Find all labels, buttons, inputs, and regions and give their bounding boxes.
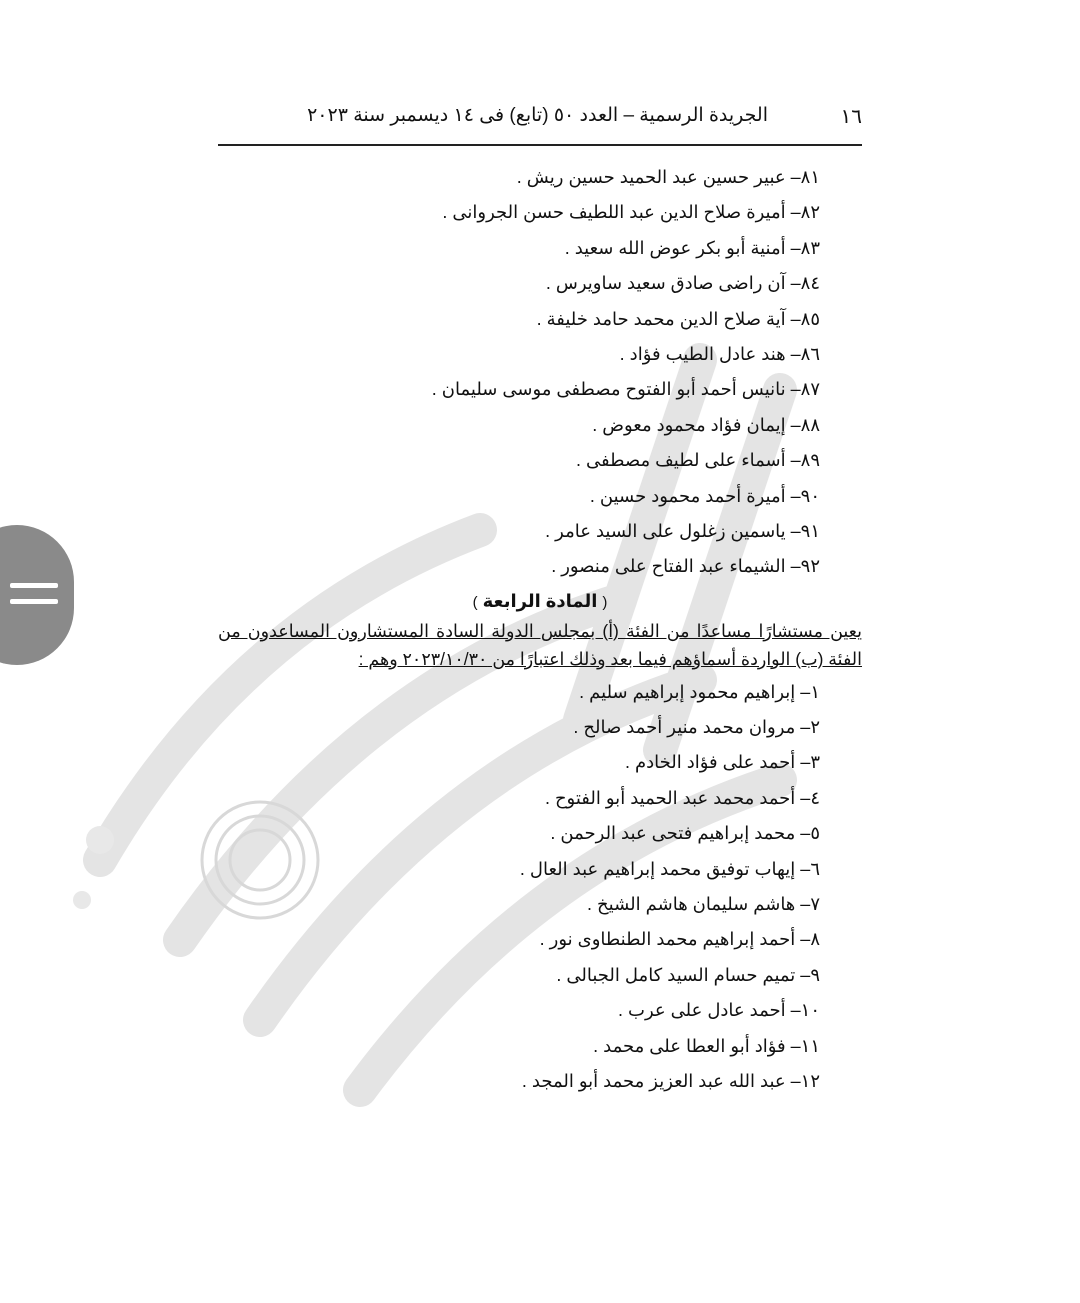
list-item: ٨٤– آن راضى صادق سعيد ساويرس . (545, 273, 820, 294)
list-item: ٣– أحمد على فؤاد الخادم . (624, 752, 820, 773)
list-item: ٨١– عبير حسين عبد الحميد حسين ريش . (516, 167, 820, 187)
paragraph-text: يعين مستشارًا مساعدًا من الفئة (أ) بمجلس الدولة السادة المستشارون المساعدون من الفئة (ب) الواردة أسماؤهم فيما بعد وذلك اعتبارًا من ٢٠٢٣/١٠/٣٠ (218, 620, 862, 669)
heading-paren-open: ( (602, 593, 608, 611)
article-paragraph (218, 617, 862, 673)
names-list-continued (218, 160, 862, 585)
side-menu-tab[interactable] (0, 525, 74, 665)
list-item: ٨٢– أميرة صلاح الدين عبد اللطيف حسن الجروانى . (442, 202, 820, 223)
menu-icon-line (10, 583, 58, 588)
page-header (218, 98, 862, 134)
list-item: ٨٩– أسماء على لطيف مصطفى . (576, 450, 820, 471)
list-item: ٨٨– إيمان فؤاد محمود معوض . (592, 414, 820, 435)
list-item: ٩– تميم حسام السيد كامل الجبالى . (556, 964, 820, 985)
list-item: ٦– إيهاب توفيق محمد إبراهيم عبد العال . (519, 858, 820, 879)
header-title: الجريدة الرسمية – العدد ٥٠ (تابع) فى ١٤ ديسمبر سنة ٢٠٢٣ (307, 105, 768, 126)
list-item: ٨٧– نانيس أحمد أبو الفتوح مصطفى موسى سليمان . (431, 379, 820, 400)
list-item: ٤– أحمد محمد عبد الحميد أبو الفتوح . (544, 787, 820, 808)
list-item: ٧– هاشم سليمان هاشم الشيخ . (587, 894, 820, 915)
heading-text: المادة الرابعة (482, 590, 598, 611)
list-item: ٨٥– آية صلاح الدين محمد حامد خليفة . (536, 308, 820, 329)
list-item: ٨٣– أمنية أبو بكر عوض الله سعيد . (564, 237, 820, 258)
names-list-appointed (218, 675, 862, 1100)
list-item: ٩٢– الشيماء عبد الفتاح على منصور . (551, 556, 820, 577)
list-item: ٨٦– هند عادل الطيب فؤاد . (619, 343, 820, 364)
list-item: ٩١– ياسمين زغلول على السيد عامر . (545, 520, 820, 541)
list-item: ٩٠– أميرة أحمد محمود حسين . (589, 485, 820, 506)
article-heading (218, 585, 862, 617)
list-item: ١٢– عبد الله عبد العزيز محمد أبو المجد . (521, 1070, 820, 1091)
paragraph-tail: وهم : (358, 648, 403, 669)
list-item: ١– إبراهيم محمود إبراهيم سليم . (579, 681, 820, 702)
list-item: ٢– مروان محمد منير أحمد صالح . (573, 717, 820, 738)
list-item: ٨– أحمد إبراهيم محمد الطنطاوى نور . (539, 929, 820, 950)
page-number: ١٦ (840, 106, 862, 128)
menu-icon-line (10, 599, 58, 604)
list-item: ١١– فؤاد أبو العطا على محمد . (593, 1035, 820, 1056)
list-item: ١٠– أحمد عادل على عرب . (618, 1000, 820, 1021)
document-body (218, 160, 862, 1099)
heading-paren-close: ) (472, 593, 478, 611)
list-item: ٥– محمد إبراهيم فتحى عبد الرحمن . (550, 823, 820, 844)
header-divider (218, 144, 862, 146)
